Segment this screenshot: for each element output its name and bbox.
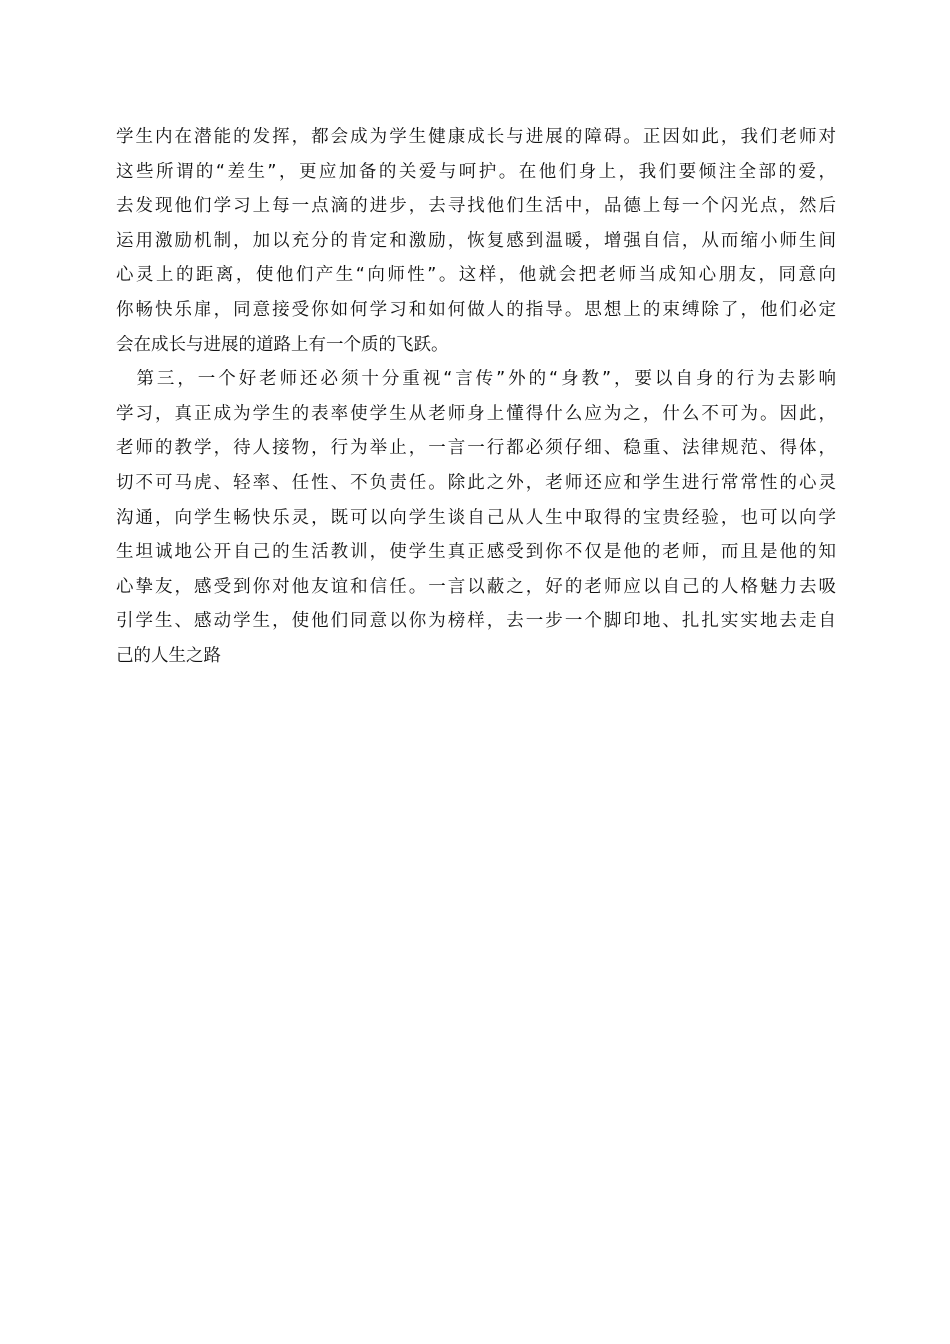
paragraph-line: 心灵上的距离，使他们产生“向师性”。这样，他就会把老师当成知心朋友，同意向: [116, 265, 836, 286]
paragraph-line: 沟通，向学生畅快乐灵，既可以向学生谈自己从人生中取得的宝贵经验，也可以向学: [116, 507, 836, 528]
paragraph-line: 会在成长与进展的道路上有一个质的飞跃。: [116, 334, 449, 355]
document-body: [116, 120, 836, 674]
paragraph-line: 生坦诚地公开自己的生活教训，使学生真正感受到你不仅是他的老师，而且是他的知: [116, 542, 836, 563]
paragraph-line: 切不可马虎、轻率、任性、不负责任。除此之外，老师还应和学生进行常常性的心灵: [116, 472, 836, 493]
paragraph-line: 这些所谓的“差生”，更应加备的关爱与呵护。在他们身上，我们要倾注全部的爱，: [116, 161, 836, 182]
paragraph-line: 第三，一个好老师还必须十分重视“言传”外的“身教”，要以自身的行为去影响: [116, 369, 836, 390]
paragraph-2: [116, 362, 836, 673]
paragraph-line: 学生内在潜能的发挥，都会成为学生健康成长与进展的障碍。正因如此，我们老师对: [116, 127, 836, 147]
paragraph-line: 老师的教学，待人接物，行为举止，一言一行都必须仔细、稳重、法律规范、得体，: [116, 438, 836, 459]
paragraph-line: 运用激励机制，加以充分的肯定和激励，恢复感到温暖，增强自信，从而缩小师生间: [116, 230, 836, 251]
paragraph-line: 心挚友，感受到你对他友谊和信任。一言以蔽之，好的老师应以自己的人格魅力去吸: [116, 576, 836, 597]
paragraph-line: 你畅快乐扉，同意接受你如何学习和如何做人的指导。思想上的束缚除了，他们必定: [116, 299, 836, 320]
paragraph-1: [116, 120, 836, 362]
paragraph-line: 引学生、感动学生，使他们同意以你为榜样，去一步一个脚印地、扎扎实实地去走自: [116, 611, 836, 632]
paragraph-line: 去发现他们学习上每一点滴的进步，去寻找他们生活中，品德上每一个闪光点，然后: [116, 196, 836, 217]
paragraph-line: 学习，真正成为学生的表率使学生从老师身上懂得什么应为之，什么不可为。因此，: [116, 403, 836, 424]
paragraph-line: 己的人生之路: [116, 645, 221, 666]
